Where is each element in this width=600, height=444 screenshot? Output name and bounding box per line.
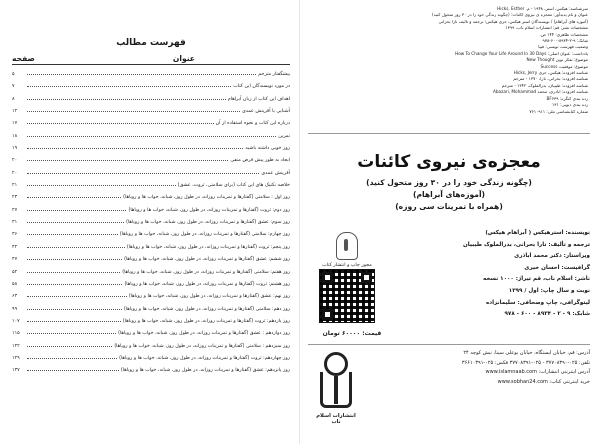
toc-leader-dots xyxy=(27,92,226,100)
toc-leader-dots xyxy=(27,227,118,235)
credit-line: نوبت و سال چاپ: اول / ۱۳۹۹ xyxy=(508,287,590,294)
catalog-line: مشخصات نشر: قم: انتشارات اسلام ناب، ۱۳۹۹ xyxy=(505,25,588,31)
toc-entry-title: روز چهارم: سلامتی (گفتارها و تمرینات روزانه، در طول روز، شبانه، خواب ها و رویاها) xyxy=(119,232,290,238)
toc-entry-title: روز دوازدهم : عشق (گفتارها و تمرینات روزانه، در طول روز، شبانه، خواب ها و رویاها) xyxy=(118,331,290,337)
catalog-line: رده بندی دیویی: ۱۳۱ xyxy=(552,102,588,108)
toc-entry-title: در مورد نویسندگان این کتاب xyxy=(233,84,290,90)
toc-entry-page: ۵ xyxy=(12,72,15,77)
toc-row xyxy=(12,153,290,165)
toc-entry-page: ۴۲ xyxy=(12,244,18,250)
catalog-line: (آموزه های آبراهام) / نویسندگان استر هیکس، جری هیکس؛ ترجمه و تالیف تارا بحرانی xyxy=(438,18,588,24)
address-line: تلفن: ۰۲۵-۳۷۷۰۸۳۹۰ - ۰۲۵-۳۷۷۰۸۳۹۱ فکس: ۰۲۵-۳۶۶۱۰۳۹۱ xyxy=(461,359,590,366)
book-subtitle-3: (همراه با تمرینات سی روزه) xyxy=(395,202,503,211)
publisher-address xyxy=(360,349,590,387)
toc-leader-dots xyxy=(27,141,243,149)
toc-row xyxy=(12,289,290,301)
book-title: معجزه‌ی نیروی کائنات xyxy=(357,152,541,172)
catalog-line: موضوع: موفقیت Success xyxy=(540,63,588,69)
catalog-line: عنوان و نام پدیدآور: معجزه ی نیروی کائنات: (چگونه زندگی خود را در ۳۰ روز متحول کنید) xyxy=(432,12,588,18)
toc-row xyxy=(12,240,290,252)
toc-row xyxy=(12,141,290,153)
toc-entry-title: روز سوم: عشق (گفتارها و تمرینات روزانه، در طول روز، شبانه، خواب ها و رویاها) xyxy=(126,220,290,226)
toc-entry-page: ۲۳ xyxy=(12,195,18,201)
toc-row xyxy=(12,363,290,375)
license-caption: مجوز چاپ و انتشار کتاب xyxy=(322,263,372,268)
toc-entry-page: ۱۸ xyxy=(12,133,18,139)
toc-row xyxy=(12,314,290,326)
toc-entry-title: پیشگفتار مترجم xyxy=(258,72,290,77)
toc-entry-title: روز سیزدهم : سلامتی (گفتارها و تمرینات روزانه، در طول روز، شبانه، خواب ها و رویاها) xyxy=(114,343,290,349)
toc-entry-page: ۳۱ xyxy=(12,220,18,226)
toc-entry-page: ۶۳ xyxy=(12,294,18,300)
toc-entry-title: روز خوبی داشته باشید xyxy=(245,146,290,152)
catalog-line: شناسه افزوده: ابادزی، محمد Abazari, Mohammad xyxy=(493,89,588,95)
book-subtitle-1: (چگونه زندگی خود را در ۳۰ روز متحول کنید) xyxy=(366,178,532,187)
toc-row xyxy=(12,92,290,104)
toc-row xyxy=(12,79,290,91)
toc-entry-title: روز دهم: سلامتی (گفتارها و تمرینات روزانه، در طول روز، شبانه، خواب ها و رویاها) xyxy=(123,306,290,312)
toc-entry-page: ۷ xyxy=(12,84,15,90)
toc-row xyxy=(12,104,290,116)
toc-entry-page: ۸ xyxy=(12,96,15,102)
toc-leader-dots xyxy=(27,104,240,112)
toc-leader-dots xyxy=(27,314,121,322)
toc-row xyxy=(12,67,290,79)
toc-entry-title: آشنایی با آفرینش عمدی xyxy=(241,109,290,115)
toc-entry-page: ۱۹ xyxy=(12,146,18,152)
publisher-logo-icon xyxy=(314,352,358,410)
toc-leader-dots xyxy=(27,240,125,248)
toc-row xyxy=(12,166,290,178)
toc-col-page: صفحه xyxy=(12,54,35,63)
license-box xyxy=(310,232,384,328)
toc-row xyxy=(12,339,290,351)
toc-entry-title: روز یازدهم: ثروت (گفتارها و تمرینات روزانه، در طول روز، شبانه، خواب ها و رویاها) xyxy=(122,318,290,324)
catalog-line: رده بندی کنگره: BF۶۳۹ xyxy=(546,95,588,101)
toc-entry-title: اهداف این کتاب از زبان آبراهام xyxy=(227,96,290,102)
toc-leader-dots xyxy=(27,363,119,371)
catalog-line: موضوع: تفکر نوین New Thought xyxy=(526,57,588,63)
toc-entry-title: تمرین xyxy=(278,133,290,139)
qr-code-icon xyxy=(319,269,375,323)
toc-leader-dots xyxy=(27,153,228,161)
toc-leader-dots xyxy=(27,326,116,334)
toc-header xyxy=(12,54,290,63)
toc-leader-dots xyxy=(27,67,256,75)
toc-entry-title: روز ششم: عشق (گفتارها و تمرینات روزانه، در طول روز، شبانه، خواب ها و رویاها) xyxy=(124,257,290,263)
toc-leader-dots xyxy=(27,265,120,273)
address-line: خرید اینترنتی کتاب: www.sobhan24.com xyxy=(497,378,590,385)
catalog-line: شناسه افزوده: طیبیان، بدرالملوک، ۱۳۴۲ - مترجم xyxy=(501,82,588,88)
toc-row xyxy=(12,265,290,277)
credit-line: ویراستار: دکتر محمد اباذری xyxy=(514,253,590,260)
toc-entry-page: ۱۲ xyxy=(12,109,18,115)
toc-entry-page: ۱۷ xyxy=(12,121,18,127)
toc-entry-page: ۱۲۲ xyxy=(12,343,20,349)
toc-entry-page: ۱۱۵ xyxy=(12,331,20,337)
toc-entry-page: ۱۰۷ xyxy=(12,318,20,324)
credits-area xyxy=(308,228,590,340)
toc-row xyxy=(12,203,290,215)
toc-entry-title: درباره این کتاب و نحوه استفاده از آن xyxy=(215,121,290,127)
toc-row xyxy=(12,178,290,190)
publisher-logo xyxy=(312,352,360,430)
toc-entry-title: روز هفتم: سلامتی (گفتارها و تمرینات روزانه، در طول روز، شبانه، خواب ها و رویاها) xyxy=(122,269,290,275)
toc-entry-page: ۵۲ xyxy=(12,269,18,275)
toc-leader-dots xyxy=(27,166,259,174)
toc-leader-dots xyxy=(27,116,214,124)
catalog-line: شابک: ۹-۲-۸۹۳۴-۶۰۰-۹۷۸ xyxy=(542,38,588,44)
toc-leader-dots xyxy=(27,129,276,137)
address-line: آدرس: قم، خیابان ایستگاه، خیابان بوعلی سینا، نبش کوچه ۲۴ xyxy=(463,350,590,356)
toc-leader-dots xyxy=(27,339,112,347)
toc-entry-title: آفرینش عمدی xyxy=(261,170,290,176)
toc-entry-page: ۲۱ xyxy=(12,183,18,189)
toc-entry-page: ۳۶ xyxy=(12,232,18,238)
credit-line: نویسنده: استرهیکس ( آبراهام هیکس) xyxy=(485,230,590,236)
toc-entry-page: ۵۸ xyxy=(12,281,18,287)
toc-leader-dots xyxy=(27,79,231,87)
publisher-logo-name: انتشارات اسلام ناب xyxy=(316,413,356,425)
toc-entry-title: روز اول : سلامتی (گفتارها و تمرینات روزانه، در طول روز، شبانه، خواب ها و رویاها) xyxy=(123,195,290,201)
credit-line: شابک: ۹ - ۲ - ۸۹۳۴ - ۶۰۰ - ۹۷۸ xyxy=(504,311,590,318)
toc-entry-page: ۱۳۷ xyxy=(12,368,20,374)
toc-row xyxy=(12,302,290,314)
credit-line: ترجمه و تألیف: تارا بحرانی، بدرالملوک طیبیان xyxy=(463,241,590,248)
toc-entry-title: روز پنجم: ثروت (گفتارها و تمرینات روزانه، در طول روز، شبانه، خواب ها و رویاها) xyxy=(126,244,290,250)
catalog-line: وضعیت فهرست نویسی: فیپا xyxy=(538,44,588,50)
toc-entry-title: روز چهاردهم: ثروت (گفتارها و تمرینات روزانه، در طول روز، شبانه، خواب ها و رویاها) xyxy=(119,355,290,361)
toc-entry-title: خلاصه تکنیک های این کتاب (برای سلامتی، ثروت، عشق) xyxy=(177,183,290,189)
credit-line: لیتوگرافی، چاپ وصحافی: سلیمانزاده xyxy=(485,299,590,306)
catalog-line: شناسه افزوده: بحرانی، تارا، ۱۳۷۰ - مترجم xyxy=(513,76,588,82)
catalog-line: شناسه افزوده: هیکس، جری Hicks, Jerry xyxy=(513,70,588,76)
toc-entry-page: ۲۰ xyxy=(12,158,18,164)
toc-leader-dots xyxy=(27,277,122,285)
toc-entry-page: ۱۲۹ xyxy=(12,355,20,361)
toc-leader-dots xyxy=(27,203,126,211)
catalog-line: شماره کتابشناسی ملی: ۷۶۱۰۹۱۱ xyxy=(529,108,588,114)
address-line: آدرس اینترنتی انتشارات: www.islamnaab.com xyxy=(485,369,590,376)
toc-entry-title: ایجاد به طور پیش فرض منفی xyxy=(230,158,290,164)
toc-row xyxy=(12,215,290,227)
toc-entry-title: روز دوم: ثروت (گفتارها و تمرینات روزانه، در طول روز، شبانه، خواب ها و رویاها) xyxy=(128,207,290,213)
catalog-line: سرشناسه: هیکس، استر، ۱۹۴۸ - م. Hicks, Esther xyxy=(497,6,588,11)
toc-entry-page: ۲۰ xyxy=(12,170,18,176)
toc-row xyxy=(12,190,290,202)
toc-entry-title: روز پانزدهم: عشق (گفتارها و تمرینات روزانه، در طول روز، شبانه، خواب ها و رویاها) xyxy=(120,368,290,374)
toc-entry-page: ۴۷ xyxy=(12,257,18,263)
toc-entry-title: روز نهم: عشق (گفتارها و تمرینات روزانه، در طول روز، شبانه، خواب ها و رویاها) xyxy=(128,294,290,300)
footer-divider xyxy=(308,344,590,345)
toc-leader-dots xyxy=(27,289,127,297)
credit-line: گرافیست: احسان خیری xyxy=(524,264,590,271)
catalog-line: مشخصات ظاهری: ۱۴۴ ص. xyxy=(539,31,588,37)
toc-row xyxy=(12,326,290,338)
toc-leader-dots xyxy=(27,252,122,260)
toc-row xyxy=(12,277,290,289)
book-subtitle-2: (آموزه‌های آبراهام) xyxy=(412,190,486,199)
catalog-block xyxy=(308,4,590,134)
toc-leader-dots xyxy=(27,351,117,359)
toc-col-title: عنوان xyxy=(172,54,195,63)
toc-entry-title: روز هشتم: ثروت (گفتارها و تمرینات روزانه، در طول روز، شبانه، خواب ها و رویاها) xyxy=(124,281,290,287)
catalog-line: یادداشت: عنوان اصلی: How To Change Your Life Around In 30 Days xyxy=(455,50,588,56)
toc-title: فهرست مطالب xyxy=(116,38,186,48)
toc-header-rule xyxy=(12,64,290,65)
toc-row xyxy=(12,351,290,363)
toc-leader-dots xyxy=(27,215,124,223)
emblem-icon xyxy=(336,232,358,260)
toc-row xyxy=(12,129,290,141)
price-label: قیمت: ۶۰۰۰۰ تومان xyxy=(322,330,382,337)
toc-list xyxy=(12,67,290,376)
toc-row xyxy=(12,116,290,128)
toc-entry-page: ۲۷ xyxy=(12,207,18,213)
credits-block xyxy=(420,228,590,321)
toc-leader-dots xyxy=(27,302,122,310)
toc-row xyxy=(12,227,290,239)
credit-line: ناشر: اسلام ناب، قم تیراژ: ۱۰۰۰ نسخه xyxy=(483,276,590,283)
toc-leader-dots xyxy=(27,190,121,198)
toc-leader-dots xyxy=(27,178,176,186)
toc-row xyxy=(12,252,290,264)
toc-entry-page: ۹۹ xyxy=(12,306,18,312)
